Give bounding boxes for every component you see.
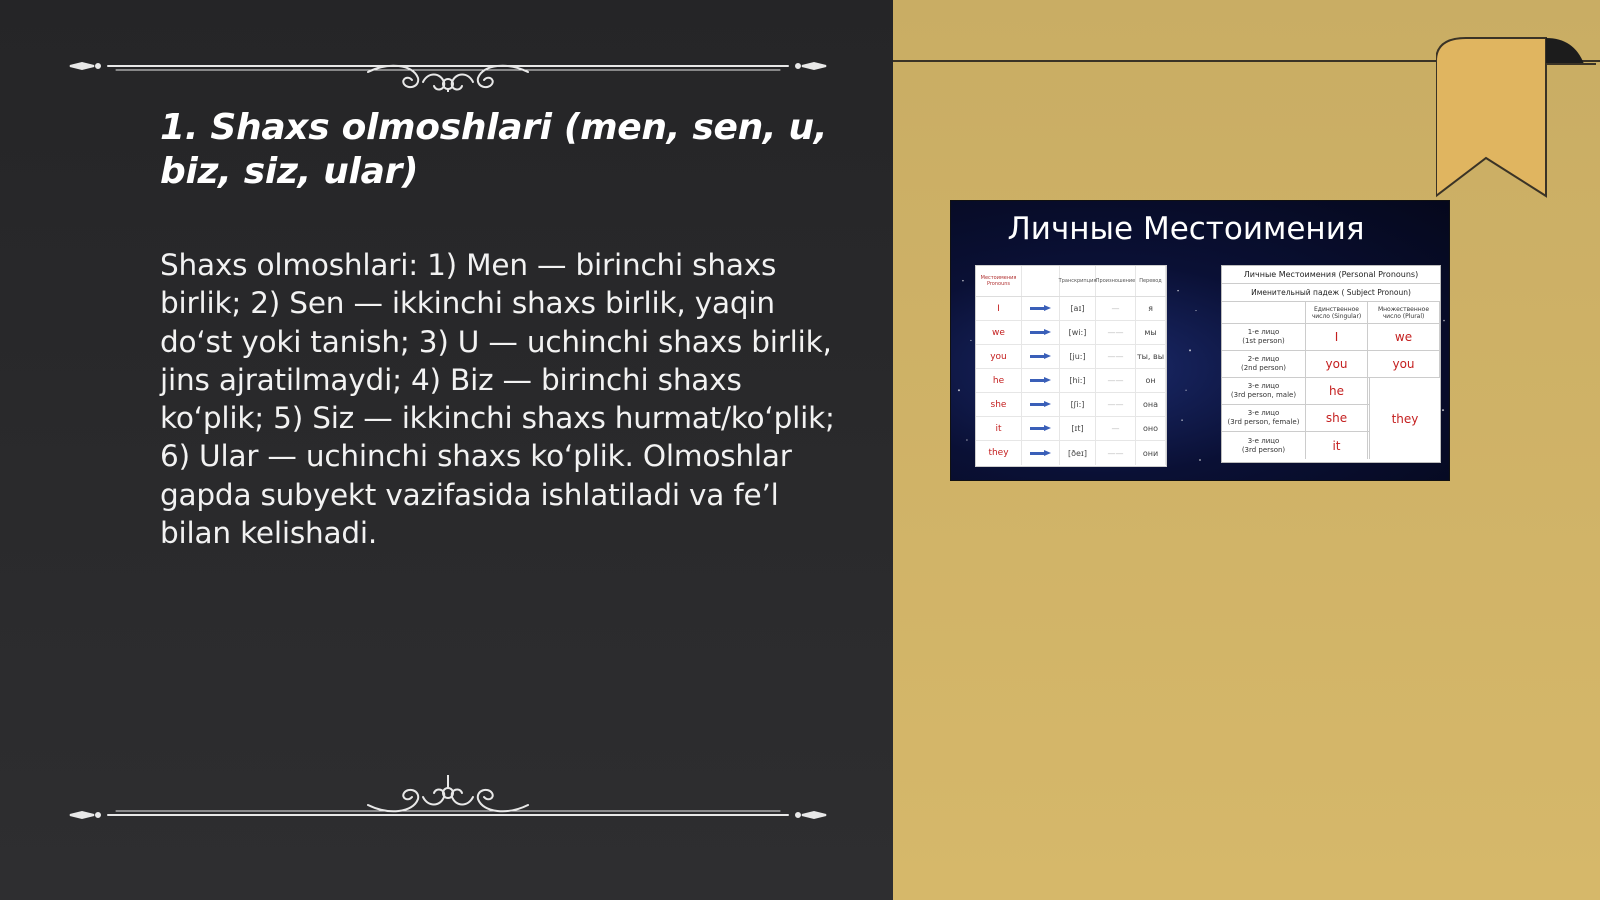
singular-cell: she: [1306, 405, 1368, 431]
pronoun-cell: it: [976, 417, 1022, 440]
singular-cell: it: [1306, 432, 1368, 459]
translation-cell: они: [1136, 441, 1166, 465]
arrow-icon: [1022, 417, 1060, 440]
bookmark-ribbon-icon: [1436, 36, 1596, 201]
pronunciation-cell: ——: [1096, 321, 1136, 344]
arrow-icon: [1022, 369, 1060, 392]
translation-cell: она: [1136, 393, 1166, 416]
arrow-icon: [1022, 393, 1060, 416]
pronouns-image-title: Личные Местоимения: [1007, 211, 1365, 247]
person-label: 3-е лицо: [1247, 409, 1280, 417]
transcription-cell: [ɪt]: [1060, 417, 1096, 440]
translation-cell: я: [1136, 297, 1166, 320]
plural-third-person-cell: they: [1369, 378, 1440, 459]
pronunciation-cell: ——: [1096, 393, 1136, 416]
translation-cell: ты, вы: [1136, 345, 1166, 368]
pronunciation-cell: —: [1096, 417, 1136, 440]
arrow-icon: [1022, 297, 1060, 320]
transcription-cell: [ðeɪ]: [1060, 441, 1096, 465]
pronoun-cell: you: [976, 345, 1022, 368]
translation-cell: оно: [1136, 417, 1166, 440]
table-header-cell: Множественное число (Plural): [1368, 302, 1440, 323]
table-header-cell: [1222, 302, 1306, 323]
plural-cell: we: [1368, 324, 1440, 350]
transcription-cell: [ju:]: [1060, 345, 1096, 368]
subject-pronoun-table: [1221, 265, 1441, 463]
pronunciation-cell: ——: [1096, 369, 1136, 392]
person-label-en: (2nd person): [1240, 364, 1286, 372]
table-header-cell: Местоимения Pronouns: [976, 266, 1022, 296]
person-cell: [1222, 324, 1306, 350]
transcription-cell: [aɪ]: [1060, 297, 1096, 320]
translation-cell: мы: [1136, 321, 1166, 344]
pronunciation-cell: ——: [1096, 345, 1136, 368]
table-header-cell: [1022, 266, 1060, 296]
bottom-flourish-divider-icon: [68, 775, 828, 825]
slide-body-text: Shaxs olmoshlari: 1) Men — birinchi shaxs birlik; 2) Sen — ikkinchi shaxs birlik, yaqin do‘st yoki tanish; 3) U — uchinchi shaxs birlik, jins ajratilmaydi; 4) Biz — birinchi shaxs ko‘plik; 5) Siz — ikkinchi shaxs hurmat/ko‘plik; 6) Ular — uchinchi shaxs ko‘plik. Olmoshlar gapda subyekt vazifasida ishlatiladi va fe’l bilan kelishadi.: [160, 248, 835, 551]
singular-cell: you: [1306, 351, 1368, 377]
table-row: [1222, 324, 1440, 351]
plural-cell: you: [1368, 351, 1440, 377]
table-header-cell: Произношение: [1096, 266, 1136, 296]
pronoun-cell: he: [976, 369, 1022, 392]
person-label-en: (3rd person): [1241, 445, 1286, 454]
person-label: 3-е лицо: [1247, 382, 1280, 390]
singular-cell: I: [1306, 324, 1368, 350]
transcription-cell: [hi:]: [1060, 369, 1096, 392]
pronoun-cell: she: [976, 393, 1022, 416]
pronoun-cell: they: [976, 441, 1022, 465]
table-caption: Личные Местоимения (Personal Pronouns): [1222, 266, 1440, 284]
person-label: 1-е лицо: [1247, 328, 1280, 336]
pronoun-cell: I: [976, 297, 1022, 320]
arrow-icon: [1022, 321, 1060, 344]
table-row: [976, 345, 1166, 369]
arrow-icon: [1022, 441, 1060, 465]
person-cell: [1222, 378, 1306, 404]
translation-cell: он: [1136, 369, 1166, 392]
pronunciation-cell: —: [1096, 297, 1136, 320]
table-subcaption: Именительный падеж ( Subject Pronoun): [1222, 284, 1440, 302]
top-flourish-divider-icon: [68, 42, 828, 92]
table-row: [976, 297, 1166, 321]
pronunciation-cell: ——: [1096, 441, 1136, 465]
transcription-cell: [ʃi:]: [1060, 393, 1096, 416]
table-row: [976, 441, 1166, 465]
table-header-cell: Транскрипция: [1060, 266, 1096, 296]
table-row: [1222, 351, 1440, 378]
slide-title: 1. Shaxs olmoshlari (men, sen, u, biz, siz, ular): [160, 107, 828, 192]
table-row: [976, 369, 1166, 393]
person-label-en: (3rd person, female): [1227, 418, 1300, 426]
personal-pronouns-image: [950, 200, 1450, 481]
table-header-row: [1222, 302, 1440, 324]
pronoun-cell: we: [976, 321, 1022, 344]
table-row: [976, 393, 1166, 417]
arrow-icon: [1022, 345, 1060, 368]
singular-cell: he: [1306, 378, 1368, 404]
person-cell: [1222, 432, 1306, 459]
person-cell: [1222, 351, 1306, 377]
person-label-en: (1st person): [1242, 337, 1285, 345]
person-label: 3-е лицо: [1247, 436, 1280, 445]
transcription-cell: [wi:]: [1060, 321, 1096, 344]
pronoun-transcription-table: [975, 265, 1167, 467]
person-label-en: (3rd person, male): [1230, 391, 1297, 399]
person-label: 2-е лицо: [1247, 355, 1280, 363]
table-header-cell: Перевод: [1136, 266, 1166, 296]
table-header-row: [976, 266, 1166, 297]
person-cell: [1222, 405, 1306, 431]
table-row: [976, 417, 1166, 441]
table-row: [976, 321, 1166, 345]
table-header-cell: Единственное число (Singular): [1306, 302, 1368, 323]
table-body: [1222, 324, 1440, 459]
